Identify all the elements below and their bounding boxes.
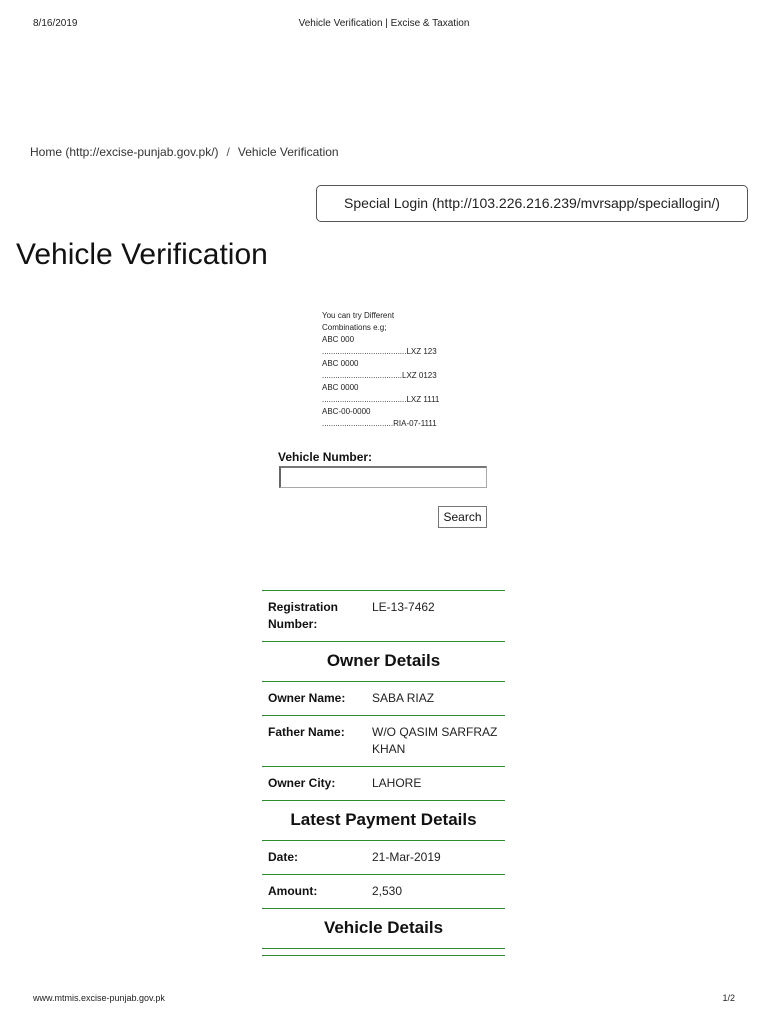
registration-number-value: LE-13-7462 (372, 600, 435, 614)
breadcrumb (30, 145, 339, 159)
print-page-number: 1/2 (722, 993, 735, 1003)
owner-name-row (262, 682, 505, 716)
hint-line: ....................................LXZ 0123 (322, 371, 437, 380)
page-title: Vehicle Verification (16, 238, 268, 271)
hint-line: You can try Different (322, 311, 395, 320)
breadcrumb-separator: / (226, 145, 230, 159)
owner-details-heading: Owner Details (262, 642, 505, 682)
breadcrumb-home-link[interactable]: Home (http://excise-punjab.gov.pk/) (30, 145, 219, 159)
owner-city-value: LAHORE (372, 776, 422, 790)
print-date: 8/16/2019 (33, 18, 78, 29)
latest-payment-details-heading: Latest Payment Details (262, 801, 505, 841)
print-footer (33, 993, 735, 1007)
owner-name-label: Owner Name: (268, 691, 346, 705)
vehicle-number-format-hint (322, 310, 452, 430)
vehicle-number-input[interactable] (279, 466, 487, 488)
verification-results-table (262, 590, 505, 956)
vehicle-details-heading: Vehicle Details (262, 909, 505, 949)
breadcrumb-current: Vehicle Verification (237, 145, 339, 159)
special-login-button[interactable]: Special Login (http://103.226.216.239/mvrsapp/speciallogin/) (316, 185, 748, 222)
table-divider (262, 949, 505, 956)
payment-date-row (262, 841, 505, 875)
payment-amount-row (262, 875, 505, 909)
owner-name-value: SABA RIAZ (372, 691, 435, 705)
owner-city-row (262, 767, 505, 801)
hint-line: ................................RIA-07-1111 (322, 419, 437, 428)
print-document-title: Vehicle Verification | Excise & Taxation (298, 18, 470, 29)
payment-date-value: 21-Mar-2019 (372, 850, 441, 864)
payment-date-label: Date: (268, 850, 299, 864)
father-name-value: W/O QASIM SARFRAZ KHAN (372, 725, 498, 756)
hint-line: ABC 0000 (322, 359, 359, 368)
hint-line: ABC 000 (322, 335, 355, 344)
print-header (33, 18, 735, 32)
print-footer-url: www.mtmis.excise-punjab.gov.pk (33, 993, 165, 1003)
hint-line: ABC-00-0000 (322, 407, 371, 416)
father-name-label: Father Name: (268, 725, 345, 739)
hint-line: ......................................LXZ 1111 (322, 395, 440, 404)
search-button[interactable]: Search (438, 506, 487, 528)
payment-amount-label: Amount: (268, 884, 318, 898)
registration-number-label: Registration Number: (268, 600, 339, 631)
father-name-row (262, 716, 505, 767)
owner-city-label: Owner City: (268, 776, 336, 790)
payment-amount-value: 2,530 (372, 884, 403, 898)
registration-number-row (262, 591, 505, 642)
vehicle-number-label: Vehicle Number: (278, 450, 373, 464)
hint-line: Combinations e.g; (322, 323, 387, 332)
hint-line: ABC 0000 (322, 383, 359, 392)
hint-line: ......................................LXZ 123 (322, 347, 437, 356)
